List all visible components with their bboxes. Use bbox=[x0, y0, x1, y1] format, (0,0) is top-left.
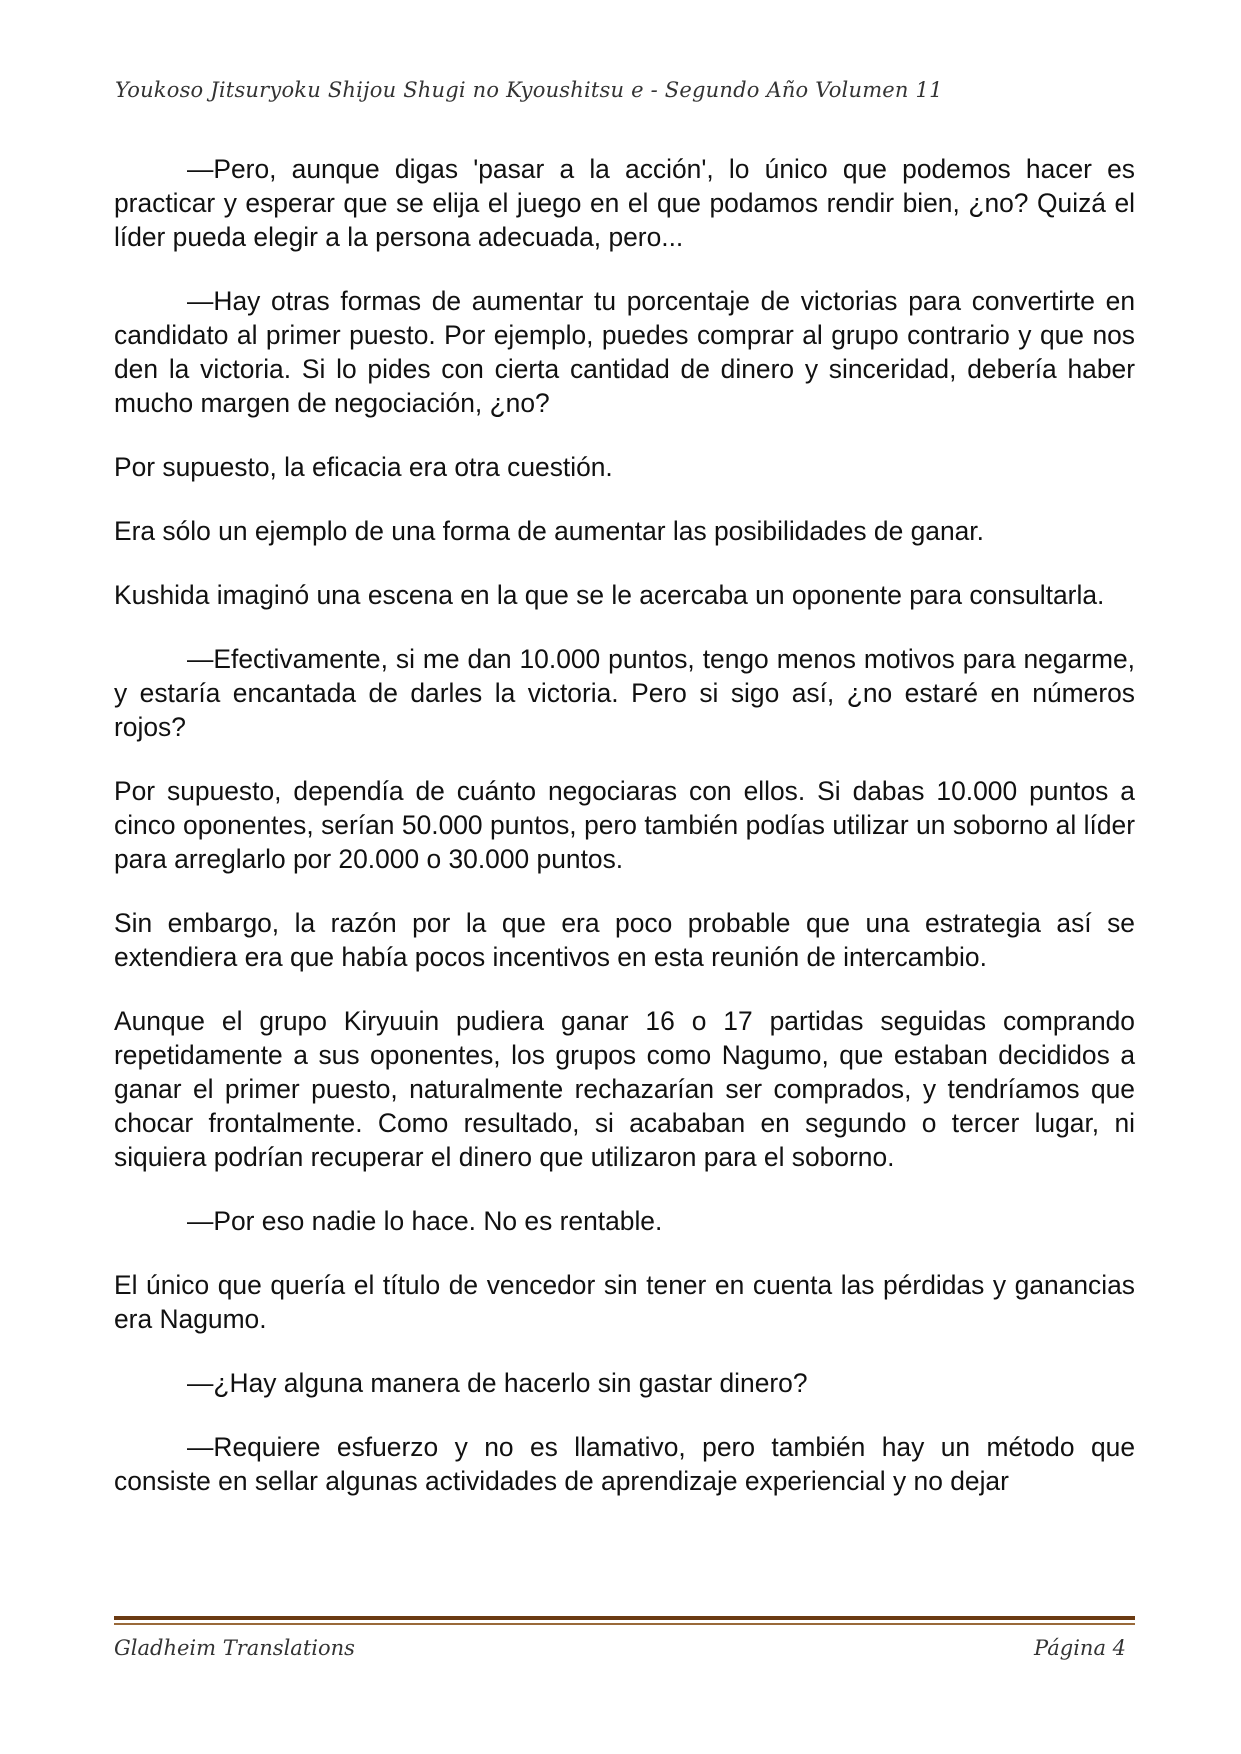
paragraph-6: —Efectivamente, si me dan 10.000 puntos, tengo menos motivos para negarme, y estaría encantada de darles la victoria. Pero si sigo así, ¿no estaré en números rojos? bbox=[114, 644, 1135, 742]
page-footer bbox=[114, 1636, 1126, 1660]
paragraph-2: —Hay otras formas de aumentar tu porcentaje de victorias para convertirte en candidato al primer puesto. Por ejemplo, puedes comprar al grupo contrario y que nos den la victoria. Si lo pides con cierta cantidad de dinero y sinceridad, debería haber mucho margen de negociación, ¿no? bbox=[114, 286, 1135, 418]
paragraph-3: Por supuesto, la eficacia era otra cuestión. bbox=[114, 452, 613, 482]
paragraph-5: Kushida imaginó una escena en la que se le acercaba un oponente para consultarla. bbox=[114, 580, 1105, 610]
paragraph-9: Aunque el grupo Kiryuuin pudiera ganar 16 o 17 partidas seguidas comprando repetidamente a sus oponentes, los grupos como Nagumo, que estaban decididos a ganar el primer puesto, naturalmente rechazarían ser comprados, y tendríamos que chocar frontalmente. Como resultado, si acababan en segundo o tercer lugar, ni siquiera podrían recuperar el dinero que utilizaron para el soborno. bbox=[114, 1006, 1135, 1172]
paragraph-4: Era sólo un ejemplo de una forma de aumentar las posibilidades de ganar. bbox=[114, 516, 984, 546]
paragraph-10: —Por eso nadie lo hace. No es rentable. bbox=[187, 1206, 663, 1236]
running-header: Youkoso Jitsuryoku Shijou Shugi no Kyoushitsu e - Segundo Año Volumen 11 bbox=[115, 78, 943, 102]
paragraph-12: —¿Hay alguna manera de hacerlo sin gastar dinero? bbox=[187, 1368, 808, 1398]
paragraph-8: Sin embargo, la razón por la que era poco probable que una estrategia así se extendiera era que había pocos incentivos en esta reunión de intercambio. bbox=[114, 908, 1135, 972]
paragraph-7: Por supuesto, dependía de cuánto negociaras con ellos. Si dabas 10.000 puntos a cinco oponentes, serían 50.000 puntos, pero también podías utilizar un soborno al líder para arreglarlo por 20.000 o 30.000 puntos. bbox=[114, 776, 1135, 874]
paragraph-13: —Requiere esfuerzo y no es llamativo, pero también hay un método que consiste en sellar algunas actividades de aprendizaje experiencial y no dejar bbox=[114, 1432, 1135, 1496]
footer-credit: Gladheim Translations bbox=[114, 1636, 355, 1660]
footer-divider-thin bbox=[114, 1623, 1135, 1625]
footer-divider bbox=[114, 1616, 1135, 1620]
paragraph-1: —Pero, aunque digas 'pasar a la acción', lo único que podemos hacer es practicar y esperar que se elija el juego en el que podamos rendir bien, ¿no? Quizá el líder pueda elegir a la persona adecuada, pero... bbox=[114, 154, 1135, 252]
page-number: Página 4 bbox=[1034, 1636, 1126, 1660]
paragraph-11: El único que quería el título de vencedor sin tener en cuenta las pérdidas y ganancias era Nagumo. bbox=[114, 1270, 1135, 1334]
body-text bbox=[114, 152, 1135, 1528]
